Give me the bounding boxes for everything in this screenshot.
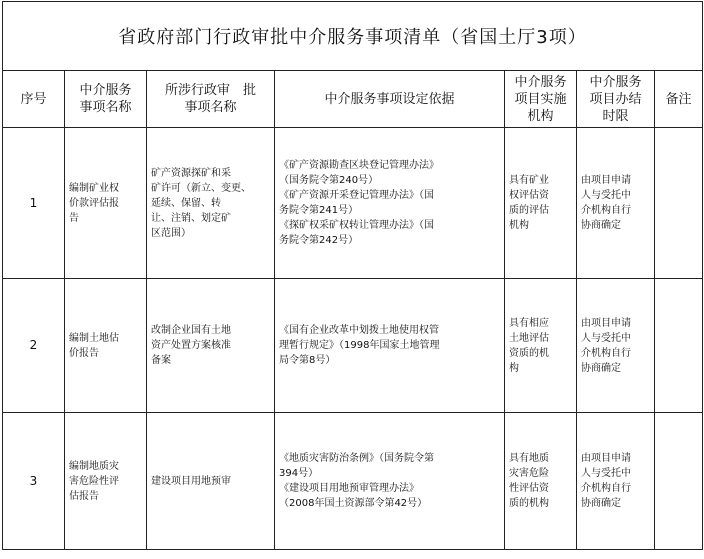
row-service-name: 编制矿业权 价款评估报 告 (65, 128, 147, 279)
row-basis: 《地质灾害防治条例》（国务院令第 394号） 《建设项目用地预审管理办法》 （2008年国土资源部令第42号） (275, 413, 505, 550)
row-agency: 具有矿业 权评估资 质的评估 机构 (505, 128, 577, 279)
header-row (3, 71, 703, 128)
table-row (3, 279, 703, 413)
header-basis: 中介服务事项设定依据 (275, 71, 505, 128)
header-agency: 中介服务 项目实施 机构 (505, 71, 577, 128)
row-admin-item: 建设项目用地预审 (147, 413, 275, 550)
service-list-table (2, 1, 703, 550)
row-admin-item: 矿产资源探矿和采 矿许可（新立、变更、 延续、保留、转 让、注销、划定矿 区范围） (147, 128, 275, 279)
header-time-limit: 中介服务 项目办结 时限 (577, 71, 655, 128)
row-time-limit: 由项目申请 人与受托中 介机构自行 协商确定 (577, 279, 655, 413)
header-admin-item: 所涉行政审 批 事项名称 (147, 71, 275, 128)
row-agency: 具有地质 灾害危险 性评估资 质的机构 (505, 413, 577, 550)
table-row (3, 128, 703, 279)
row-seq: 3 (3, 413, 65, 550)
header-seq: 序号 (3, 71, 65, 128)
row-service-name: 编制土地估 价报告 (65, 279, 147, 413)
row-remark (655, 413, 703, 550)
header-service-name: 中介服务 事项名称 (65, 71, 147, 128)
row-seq: 1 (3, 128, 65, 279)
row-admin-item: 改制企业国有土地 资产处置方案核准 备案 (147, 279, 275, 413)
document-title: 省政府部门行政审批中介服务事项清单（省国土厅3项） (3, 2, 703, 71)
header-remark: 备注 (655, 71, 703, 128)
row-basis: 《国有企业改革中划拨土地使用权管 理暂行规定》（1998年国家土地管理 局令第8号） (275, 279, 505, 413)
row-time-limit: 由项目申请 人与受托中 介机构自行 协商确定 (577, 413, 655, 550)
row-basis: 《矿产资源勘查区块登记管理办法》 （国务院令第240号） 《矿产资源开采登记管理办法》（国 务院令第241号） 《探矿权采矿权转让管理办法》（国 务院令第242号） (275, 128, 505, 279)
row-time-limit: 由项目申请 人与受托中 介机构自行 协商确定 (577, 128, 655, 279)
table-row (3, 413, 703, 550)
row-service-name: 编制地质灾 害危险性评 估报告 (65, 413, 147, 550)
row-remark (655, 279, 703, 413)
row-agency: 具有相应 土地评估 资质的机 构 (505, 279, 577, 413)
row-remark (655, 128, 703, 279)
row-seq: 2 (3, 279, 65, 413)
